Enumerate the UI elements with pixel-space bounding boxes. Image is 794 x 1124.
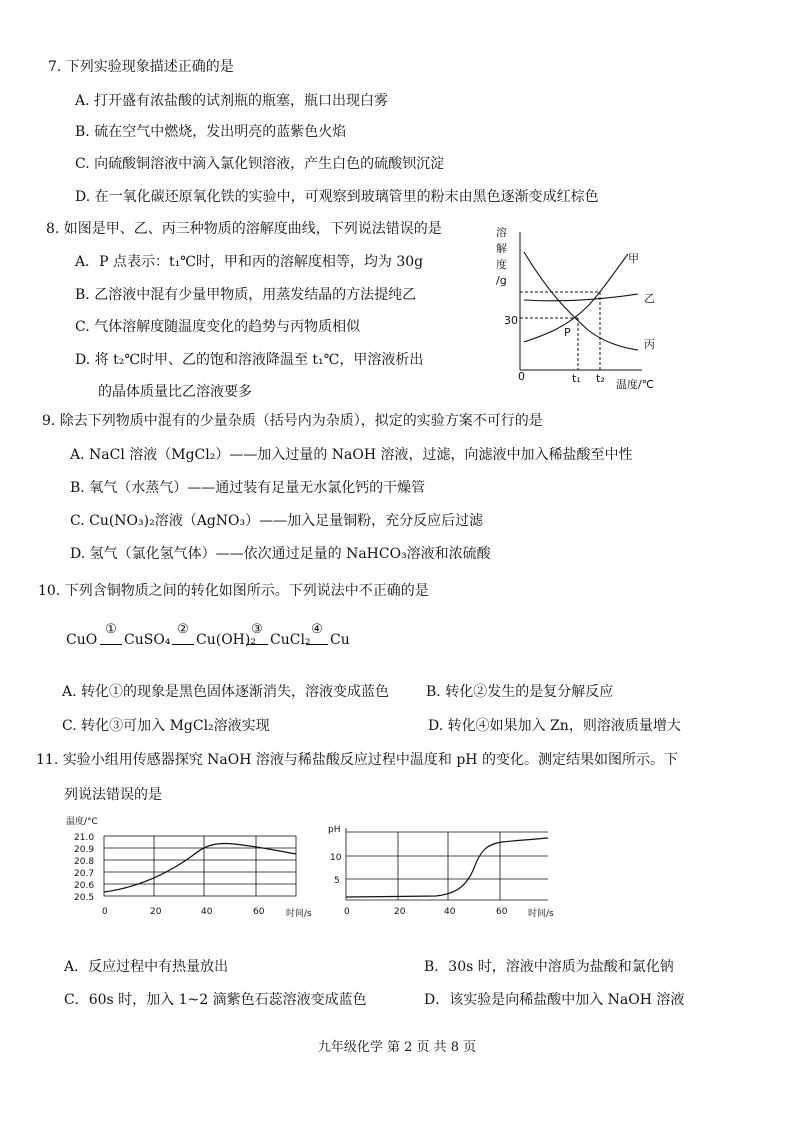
temp-y-tick-3: 20.8 xyxy=(74,857,95,867)
q9-option-a: A. NaCl 溶液（MgCl₂）——加入过量的 NaOH 溶液，过滤，向滤液中加入稀盐酸至中性 xyxy=(70,447,633,463)
q10-option-d: D. 转化④如果加入 Zn，则溶液质量增大 xyxy=(428,718,681,734)
temp-chart-ylabel: 温度/°C xyxy=(66,817,98,827)
chain-species-3: Cu(OH)₂ xyxy=(196,632,256,648)
q7-option-c: C. 向硫酸铜溶液中滴入氯化钡溶液，产生白色的硫酸钡沉淀 xyxy=(75,156,445,172)
q10-option-c: C. 转化③可加入 MgCl₂溶液实现 xyxy=(62,718,270,734)
chain-step-2: ② xyxy=(177,622,189,637)
temp-y-tick-2: 20.9 xyxy=(74,845,95,855)
q7-option-b: B. 硫在空气中燃烧，发出明亮的蓝紫色火焰 xyxy=(75,124,347,140)
ph-x-tick-20: 20 xyxy=(394,907,406,917)
chain-step-4: ④ xyxy=(311,622,323,637)
q11-stem-line1: 11. 实验小组用传感器探究 NaOH 溶液与稀盐酸反应过程中温度和 pH 的变化。测定结果如图所示。下 xyxy=(36,752,678,768)
series-yi-label: 乙 xyxy=(644,292,655,305)
temp-y-tick-5: 20.6 xyxy=(74,881,95,891)
q10-option-a: A. 转化①的现象是黑色固体逐渐消失，溶液变成蓝色 xyxy=(62,684,390,700)
q7-stem: 7. 下列实验现象描述正确的是 xyxy=(48,59,234,75)
q8-option-d-line2: 的晶体质量比乙溶液要多 xyxy=(98,384,252,400)
temp-x-tick-20: 20 xyxy=(150,907,162,917)
solubility-xlabel: 温度/℃ xyxy=(616,378,655,391)
solubility-ylabel-1: 溶 xyxy=(496,226,507,239)
q9-option-b: B. 氧气（水蒸气）——通过装有足量无水氯化钙的干燥管 xyxy=(70,480,426,496)
temp-x-tick-60: 60 xyxy=(253,907,265,917)
point-p-label: P xyxy=(564,326,571,339)
solubility-t2: t₂ xyxy=(596,372,605,385)
q8-option-d-line1: D. 将 t₂℃时甲、乙的饱和溶液降温至 t₁℃，甲溶液析出 xyxy=(75,352,424,368)
solubility-origin: 0 xyxy=(518,370,525,383)
q11-option-d: D．该实验是向稀盐酸中加入 NaOH 溶液 xyxy=(424,992,685,1008)
chain-species-2: CuSO₄ xyxy=(124,632,171,648)
q11-option-b: B．30s 时，溶液中溶质为盐酸和氯化钠 xyxy=(424,959,674,975)
solubility-ylabel-3: 度 xyxy=(496,258,507,271)
q8-stem: 8. 如图是甲、乙、丙三种物质的溶解度曲线，下列说法错误的是 xyxy=(46,221,442,237)
q11-option-c: C．60s 时，加入 1~2 滴紫色石蕊溶液变成蓝色 xyxy=(64,992,367,1008)
temp-chart-frame xyxy=(104,836,296,896)
ph-chart-ylabel: pH xyxy=(328,825,341,835)
solubility-y-tick-30: 30 xyxy=(504,314,518,327)
ph-x-tick-0: 0 xyxy=(344,907,350,917)
ph-chart xyxy=(326,820,566,924)
q10-stem: 10. 下列含铜物质之间的转化如图所示。下列说法中不正确的是 xyxy=(38,583,429,599)
q11-stem-line2: 列说法错误的是 xyxy=(64,787,162,803)
q8-option-b: B. 乙溶液中混有少量甲物质，用蒸发结晶的方法提纯乙 xyxy=(75,287,417,303)
temp-y-tick-1: 21.0 xyxy=(74,833,95,843)
temp-chart-xlabel: 时间/s xyxy=(286,909,312,919)
curve-yi xyxy=(524,294,638,301)
ph-y-tick-10: 10 xyxy=(330,853,342,863)
solubility-ylabel-2: 解 xyxy=(496,242,507,255)
solubility-ylabel-4: /g xyxy=(496,274,507,287)
chain-step-3: ③ xyxy=(251,622,263,637)
solubility-curve-chart xyxy=(488,222,668,394)
temp-y-tick-6: 20.5 xyxy=(74,893,95,903)
solubility-t1: t₁ xyxy=(572,372,581,385)
q10-option-b: B. 转化②发生的是复分解反应 xyxy=(426,684,614,700)
q8-option-a: A．P 点表示：t₁℃时，甲和丙的溶解度相等，均为 30g xyxy=(75,254,424,270)
temp-curve xyxy=(104,844,296,893)
temp-y-tick-4: 20.7 xyxy=(74,869,95,879)
q11-option-a: A．反应过程中有热量放出 xyxy=(64,959,229,975)
ph-curve xyxy=(346,838,548,897)
ph-x-tick-60: 60 xyxy=(496,907,508,917)
q8-option-c: C. 气体溶解度随温度变化的趋势与丙物质相似 xyxy=(75,319,361,335)
temp-x-tick-40: 40 xyxy=(201,907,213,917)
copper-conversion-chain xyxy=(66,616,386,656)
curve-jia xyxy=(524,254,628,342)
ph-y-tick-5: 5 xyxy=(334,876,340,886)
temperature-chart xyxy=(64,814,314,924)
page-footer: 九年级化学 第 2 页 共 8 页 xyxy=(317,1040,477,1055)
ph-chart-xlabel: 时间/s xyxy=(528,909,554,919)
chain-species-5: Cu xyxy=(330,632,350,648)
q7-option-a: A. 打开盛有浓盐酸的试剂瓶的瓶塞，瓶口出现白雾 xyxy=(75,93,389,109)
chain-species-4: CuCl₂ xyxy=(270,632,311,648)
chain-step-1: ① xyxy=(105,622,117,637)
ph-x-tick-40: 40 xyxy=(444,907,456,917)
q7-option-d: D. 在一氧化碳还原氧化铁的实验中，可观察到玻璃管里的粉末由黑色逐渐变成红棕色 xyxy=(75,189,599,205)
temp-x-tick-0: 0 xyxy=(102,907,108,917)
q9-option-d: D. 氢气（氯化氢气体）——依次通过足量的 NaHCO₃溶液和浓硫酸 xyxy=(70,546,491,562)
chain-species-1: CuO xyxy=(66,632,98,648)
q9-stem: 9. 除去下列物质中混有的少量杂质（括号内为杂质），拟定的实验方案不可行的是 xyxy=(42,413,543,429)
series-jia-label: 甲 xyxy=(628,252,639,265)
series-bing-label: 丙 xyxy=(644,338,655,351)
q9-option-c: C. Cu(NO₃)₂溶液（AgNO₃）——加入足量铜粉，充分反应后过滤 xyxy=(70,513,484,529)
